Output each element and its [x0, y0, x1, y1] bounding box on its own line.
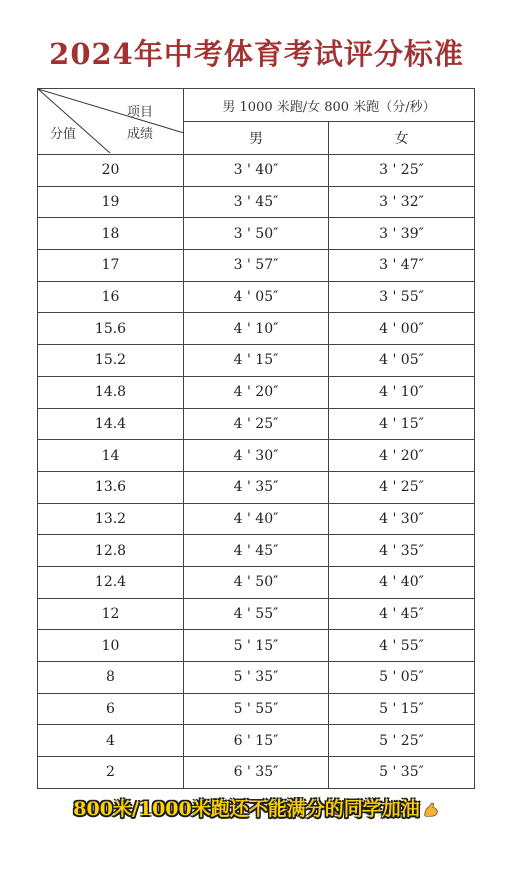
footer-caption	[0, 794, 513, 821]
table-row	[38, 440, 475, 472]
score-cell: 8	[38, 662, 184, 694]
male-time-cell: 4 ' 50″	[184, 566, 329, 598]
score-cell: 14	[38, 440, 184, 472]
male-time-cell: 3 ' 50″	[184, 218, 329, 250]
score-cell: 15.2	[38, 345, 184, 377]
score-cell: 6	[38, 693, 184, 725]
female-time-cell: 4 ' 00″	[329, 313, 475, 345]
male-time-cell: 4 ' 15″	[184, 345, 329, 377]
score-cell: 13.6	[38, 471, 184, 503]
male-time-cell: 6 ' 35″	[184, 757, 329, 789]
female-time-cell: 5 ' 25″	[329, 725, 475, 757]
table-row	[38, 535, 475, 567]
page-title: 2024年中考体育考试评分标准	[49, 37, 464, 71]
header-row-1	[38, 89, 475, 122]
female-time-cell: 4 ' 15″	[329, 408, 475, 440]
table-row	[38, 757, 475, 789]
female-time-cell: 4 ' 30″	[329, 503, 475, 535]
table-row	[38, 566, 475, 598]
female-time-cell: 3 ' 47″	[329, 250, 475, 282]
event-header: 男 1000 米跑/女 800 米跑（分/秒）	[184, 89, 475, 122]
table-row	[38, 186, 475, 218]
female-time-cell: 4 ' 20″	[329, 440, 475, 472]
score-cell: 19	[38, 186, 184, 218]
header-result-label: 成绩	[126, 127, 153, 142]
diagonal-lines	[38, 89, 184, 153]
male-time-cell: 5 ' 55″	[184, 693, 329, 725]
table-row	[38, 281, 475, 313]
score-cell: 14.4	[38, 408, 184, 440]
male-time-cell: 3 ' 40″	[184, 155, 329, 187]
column-header-female: 女	[329, 122, 475, 155]
score-cell: 17	[38, 250, 184, 282]
score-cell: 2	[38, 757, 184, 789]
male-time-cell: 3 ' 57″	[184, 250, 329, 282]
table-row	[38, 630, 475, 662]
score-cell: 20	[38, 155, 184, 187]
female-time-cell: 4 ' 35″	[329, 535, 475, 567]
table-row	[38, 250, 475, 282]
table-row	[38, 503, 475, 535]
table-row	[38, 662, 475, 694]
female-time-cell: 4 ' 25″	[329, 471, 475, 503]
table-row	[38, 376, 475, 408]
score-cell: 4	[38, 725, 184, 757]
male-time-cell: 5 ' 35″	[184, 662, 329, 694]
female-time-cell: 4 ' 40″	[329, 566, 475, 598]
female-time-cell: 4 ' 55″	[329, 630, 475, 662]
male-time-cell: 4 ' 10″	[184, 313, 329, 345]
score-cell: 12	[38, 598, 184, 630]
score-cell: 12.4	[38, 566, 184, 598]
male-time-cell: 4 ' 25″	[184, 408, 329, 440]
male-time-cell: 4 ' 20″	[184, 376, 329, 408]
table-row	[38, 471, 475, 503]
column-header-male: 男	[184, 122, 329, 155]
female-time-cell: 3 ' 39″	[329, 218, 475, 250]
table-row	[38, 408, 475, 440]
score-cell: 16	[38, 281, 184, 313]
score-cell: 14.8	[38, 376, 184, 408]
table-row	[38, 155, 475, 187]
table-row	[38, 313, 475, 345]
female-time-cell: 3 ' 25″	[329, 155, 475, 187]
table-row	[38, 693, 475, 725]
male-time-cell: 6 ' 15″	[184, 725, 329, 757]
male-time-cell: 3 ' 45″	[184, 186, 329, 218]
female-time-cell: 4 ' 10″	[329, 376, 475, 408]
score-cell: 12.8	[38, 535, 184, 567]
male-time-cell: 4 ' 45″	[184, 535, 329, 567]
table-row	[38, 345, 475, 377]
male-time-cell: 4 ' 55″	[184, 598, 329, 630]
table-row	[38, 598, 475, 630]
male-time-cell: 4 ' 35″	[184, 471, 329, 503]
female-time-cell: 5 ' 05″	[329, 662, 475, 694]
score-cell: 10	[38, 630, 184, 662]
female-time-cell: 5 ' 15″	[329, 693, 475, 725]
male-time-cell: 4 ' 05″	[184, 281, 329, 313]
female-time-cell: 4 ' 05″	[329, 345, 475, 377]
male-time-cell: 4 ' 30″	[184, 440, 329, 472]
diagonal-header-cell	[38, 89, 184, 155]
female-time-cell: 5 ' 35″	[329, 757, 475, 789]
table-row	[38, 218, 475, 250]
score-cell: 13.2	[38, 503, 184, 535]
footer-text: 800米/1000米跑还不能满分的同学加油	[73, 798, 420, 820]
male-time-cell: 5 ' 15″	[184, 630, 329, 662]
header-score-label: 分值	[50, 127, 77, 142]
flexed-biceps-icon	[422, 801, 440, 819]
female-time-cell: 3 ' 55″	[329, 281, 475, 313]
score-cell: 18	[38, 218, 184, 250]
scoring-table	[37, 88, 475, 789]
score-cell: 15.6	[38, 313, 184, 345]
table-row	[38, 725, 475, 757]
female-time-cell: 4 ' 45″	[329, 598, 475, 630]
male-time-cell: 4 ' 40″	[184, 503, 329, 535]
female-time-cell: 3 ' 32″	[329, 186, 475, 218]
header-item-label: 项目	[126, 105, 153, 120]
